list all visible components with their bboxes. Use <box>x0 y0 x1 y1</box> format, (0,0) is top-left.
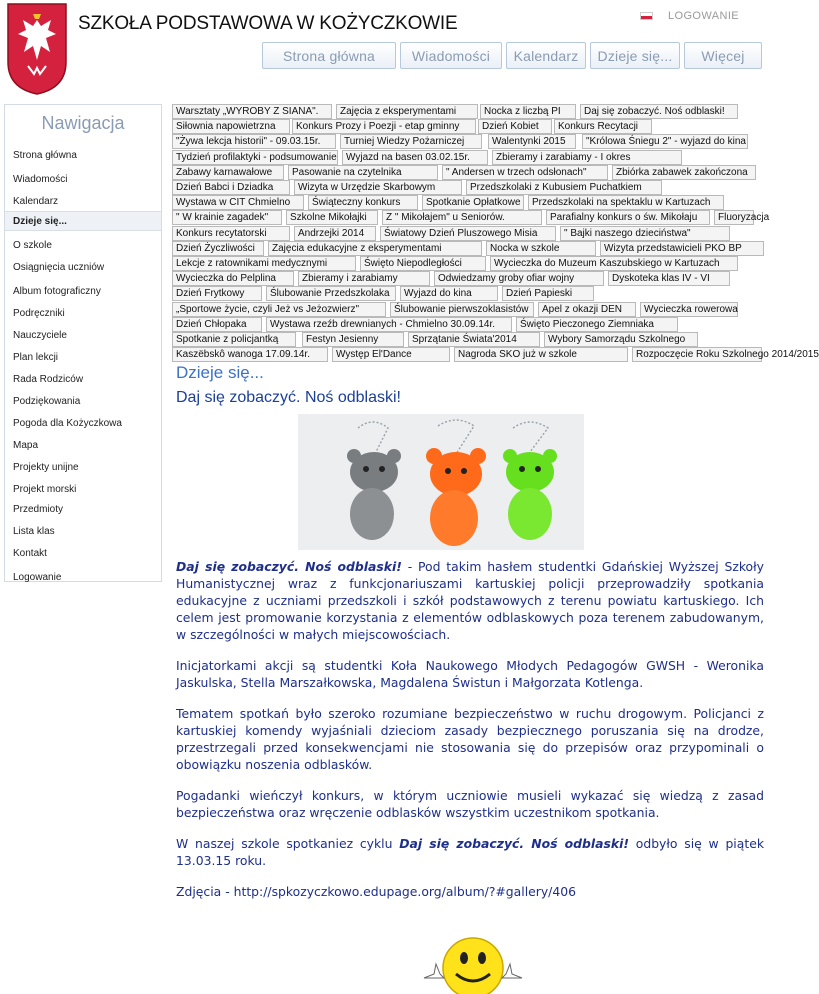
login-link[interactable]: LOGOWANIE <box>668 10 740 22</box>
event-tag[interactable]: Lekcje z ratownikami medycznymi <box>172 256 356 271</box>
event-tag[interactable]: Zajęcia z eksperymentami <box>336 104 478 119</box>
sidebar-item-3[interactable]: Dzieje się... <box>5 211 161 231</box>
sidebar-item-10[interactable]: Rada Rodziców <box>13 373 84 385</box>
topnav-news[interactable]: Wiadomości <box>400 42 502 69</box>
event-tag[interactable]: Dzień Kobiet <box>478 119 552 134</box>
event-tag[interactable]: Wizyta przedstawicieli PKO BP <box>600 241 764 256</box>
event-tag[interactable]: Spotkanie Opłatkowe <box>422 195 524 210</box>
event-tag[interactable]: Zabawy karnawałowe <box>172 165 284 180</box>
smiley-thumbs-up-icon <box>418 928 528 994</box>
event-tag[interactable]: Z " Mikołajem" u Seniorów. <box>382 210 542 225</box>
event-tag[interactable]: "Królowa Śniegu 2" - wyjazd do kina <box>582 134 748 149</box>
event-tag[interactable]: Zbieramy i zarabiamy <box>298 271 430 286</box>
sidebar-item-12[interactable]: Pogoda dla Kożyczkowa <box>13 417 122 429</box>
sidebar-item-7[interactable]: Podręczniki <box>13 307 65 319</box>
paragraph-1-text: - Pod takim hasłem studentki Gdańskiej Wyższej Szkoły Humanistycznej wraz z funkcjonariuszami kartuskiej policji przeprowadziły spotkania edukacyjne z uczniami przedszkoli i szkół podstawowych z terenu powiatu kartuskiego. Ich celem jest promowanie korzystania z elementów odblaskowych poza terenem zabudowanym, w szczególności w małych miejscowościach. <box>176 559 764 642</box>
paragraph-5 <box>176 835 764 869</box>
polish-eagle-crest-icon[interactable] <box>4 0 70 96</box>
event-tag[interactable]: Zajęcia edukacyjne z eksperymentami <box>268 241 482 256</box>
article-body <box>176 558 764 914</box>
event-tag[interactable]: Dzień Życzliwości <box>172 241 264 256</box>
event-tag[interactable]: Odwiedzamy groby ofiar wojny <box>434 271 604 286</box>
event-tag[interactable]: Rozpoczęcie Roku Szkolnego 2014/2015 <box>632 347 762 362</box>
event-tag[interactable]: Wyjazd do kina <box>400 286 498 301</box>
sidebar-item-5[interactable]: Osiągnięcia uczniów <box>13 261 105 273</box>
slogan-emphasis: Daj się zobaczyć. Noś odblaski! <box>176 559 402 574</box>
paragraph-5-start: W naszej szkole spotkaniez cyklu <box>176 836 400 851</box>
event-tag[interactable]: Sprzątanie Świata'2014 <box>408 332 540 347</box>
slogan-emphasis-2: Daj się zobaczyć. Noś odblaski! <box>399 836 629 851</box>
sidebar-item-1[interactable]: Wiadomości <box>13 173 68 185</box>
event-tag[interactable]: Konkurs Recytacji <box>554 119 652 134</box>
event-tag[interactable]: Wycieczka rowerowa <box>640 302 738 317</box>
sidebar-item-2[interactable]: Kalendarz <box>13 195 59 207</box>
event-tag[interactable]: " Andersen w trzech odsłonach" <box>442 165 608 180</box>
event-tag[interactable]: Kaszëbskô wanoga 17.09.14r. <box>172 347 328 362</box>
event-tag[interactable]: Pasowanie na czytelnika <box>288 165 438 180</box>
event-tag[interactable]: Wystawa rzeźb drewnianych - Chmielno 30.09.14r. <box>266 317 512 332</box>
sidebar-item-14[interactable]: Projekty unijne <box>13 461 79 473</box>
event-tag[interactable]: Dzień Frytkowy <box>172 286 262 301</box>
sidebar-heading: Nawigacja <box>41 113 125 133</box>
paragraph-3: Tematem spotkań było szeroko rozumiane bezpieczeństwo w ruchu drogowym. Policjanci z kartuskiej komendy wyjaśniali dzieciom zasady bezpiecznego poruszania się na drodze, przestrzegali przed konsekwencjami nie stosowania się do przepisów oraz przypominali o obowiązku noszenia odblasków. <box>176 706 764 772</box>
sidebar-item-11[interactable]: Podziękowania <box>13 395 81 407</box>
event-tag[interactable]: Konkurs recytatorski <box>172 226 290 241</box>
event-tag[interactable]: Warsztaty „WYROBY Z SIANA". <box>172 104 332 119</box>
event-tag[interactable]: Walentynki 2015 <box>488 134 576 149</box>
event-tag[interactable]: Dzień Papieski <box>502 286 594 301</box>
section-title: Dzieje się... <box>176 363 264 382</box>
event-tag[interactable]: Parafialny konkurs o św. Mikołaju <box>546 210 710 225</box>
event-tag[interactable]: Występ El'Dance <box>332 347 450 362</box>
event-tag[interactable]: Wybory Samorządu Szkolnego <box>544 332 698 347</box>
school-title: SZKOŁA PODSTAWOWA W KOŻYCZKOWIE <box>78 13 458 34</box>
event-tag[interactable]: Wycieczka do Pelplina <box>172 271 294 286</box>
sidebar-item-13[interactable]: Mapa <box>13 439 39 451</box>
topnav-home[interactable]: Strona główna <box>262 42 396 69</box>
paragraph-1 <box>176 558 764 643</box>
event-tag[interactable]: Daj się zobaczyć. Noś odblaski! <box>580 104 738 119</box>
event-tag[interactable]: " Bajki naszego dzieciństwa" <box>560 226 730 241</box>
event-tag[interactable]: Ślubowanie Przedszkolaka <box>266 286 396 301</box>
sidebar-item-18[interactable]: Kontakt <box>13 547 47 559</box>
article-title: Daj się zobaczyć. Noś odblaski! <box>176 389 401 406</box>
event-tag[interactable]: Wystawa w CIT Chmielno <box>172 195 304 210</box>
gallery-link[interactable]: Zdjęcia - http://spkozyczkowo.edupage.org/album/?#gallery/406 <box>176 884 577 899</box>
event-tag[interactable]: Andrzejki 2014 <box>294 226 376 241</box>
sidebar-item-6[interactable]: Album fotograficzny <box>13 285 101 297</box>
topnav-events[interactable]: Dzieje się... <box>590 42 680 69</box>
sidebar-item-9[interactable]: Plan lekcji <box>13 351 59 363</box>
event-tag[interactable]: " W krainie zagadek" <box>172 210 282 225</box>
sidebar-item-17[interactable]: Lista klas <box>13 525 55 537</box>
sidebar-item-16[interactable]: Przedmioty <box>13 503 64 515</box>
event-tag[interactable]: Światowy Dzień Pluszowego Misia <box>380 226 556 241</box>
event-tag[interactable]: Zbiórka zabawek zakończona <box>612 165 756 180</box>
event-tag[interactable]: Świąteczny konkurs <box>308 195 418 210</box>
event-tag[interactable]: Turniej Wiedzy Pożarniczej <box>340 134 482 149</box>
event-tag[interactable]: Przedszkolaki na spektaklu w Kartuzach <box>528 195 724 210</box>
reflective-teddy-bear-keychains-image <box>298 414 584 550</box>
event-tag[interactable]: Szkolne Mikołajki <box>286 210 378 225</box>
event-tag[interactable]: Konkurs Prozy i Poezji - etap gminny <box>292 119 476 134</box>
sidebar-item-8[interactable]: Nauczyciele <box>13 329 67 341</box>
event-tag[interactable]: Nagroda SKO już w szkole <box>454 347 628 362</box>
sidebar-navigation <box>4 104 162 582</box>
event-tag[interactable]: Święto Niepodległości <box>360 256 486 271</box>
event-tags <box>172 104 819 364</box>
paragraph-4: Pogadanki wieńczył konkurs, w którym uczniowie musieli wykazać się wiedzą z zasad bezpieczeństwa oraz wręczenie odblasków wszystkim uczestnikom spotkania. <box>176 788 764 820</box>
event-tag[interactable]: Zbieramy i zarabiamy - I okres <box>492 150 682 165</box>
event-tag[interactable]: „Sportowe życie, czyli Jeż vs Jeżozwierz" <box>172 302 386 317</box>
event-tag[interactable]: Przedszkolaki z Kubusiem Puchatkiem <box>466 180 662 195</box>
event-tag[interactable]: Festyn Jesienny <box>302 332 404 347</box>
event-tag[interactable]: "Żywa lekcja historii" - 09.03.15r. <box>172 134 336 149</box>
paragraph-5-end: odbyło się w piątek 13.03.15 roku. <box>176 836 764 868</box>
event-tag[interactable]: Spotkanie z policjantką <box>172 332 296 347</box>
topnav-more[interactable]: Więcej <box>684 42 762 69</box>
sidebar-item-15[interactable]: Projekt morski <box>13 483 77 495</box>
polish-flag-icon[interactable] <box>640 12 653 20</box>
sidebar-item-0[interactable]: Strona główna <box>13 149 77 161</box>
event-tag[interactable]: Fluoryzacja <box>714 210 754 225</box>
event-tag[interactable]: Ślubowanie pierwszoklasistów <box>390 302 534 317</box>
event-tag[interactable]: Dzień Babci i Dziadka <box>172 180 290 195</box>
event-tag[interactable]: Siłownia napowietrzna <box>172 119 290 134</box>
event-tag[interactable]: Apel z okazji DEN <box>538 302 636 317</box>
event-tag[interactable]: Nocka w szkole <box>486 241 596 256</box>
paragraph-2: Inicjatorkami akcji są studentki Koła Naukowego Młodych Pedagogów GWSH - Weronika Jaskulska, Stella Marszałkowska, Magdalena Świstun i Małgorzata Kotlenga. <box>176 658 764 690</box>
sidebar-item-4[interactable]: O szkole <box>13 239 52 251</box>
event-tag[interactable]: Dyskoteka klas IV - VI <box>608 271 730 286</box>
event-tag[interactable]: Święto Pieczonego Ziemniaka <box>516 317 678 332</box>
event-tag[interactable]: Wycieczka do Muzeum Kaszubskiego w Kartuzach <box>490 256 738 271</box>
sidebar-item-19[interactable]: Logowanie <box>13 571 62 583</box>
event-tag[interactable]: Wyjazd na basen 03.02.15r. <box>342 150 488 165</box>
event-tag[interactable]: Tydzień profilaktyki - podsumowanie <box>172 150 338 165</box>
event-tag[interactable]: Wizyta w Urzędzie Skarbowym <box>294 180 462 195</box>
topnav-calendar[interactable]: Kalendarz <box>506 42 586 69</box>
event-tag[interactable]: Nocka z liczbą PI <box>480 104 576 119</box>
event-tag[interactable]: Dzień Chłopaka <box>172 317 262 332</box>
